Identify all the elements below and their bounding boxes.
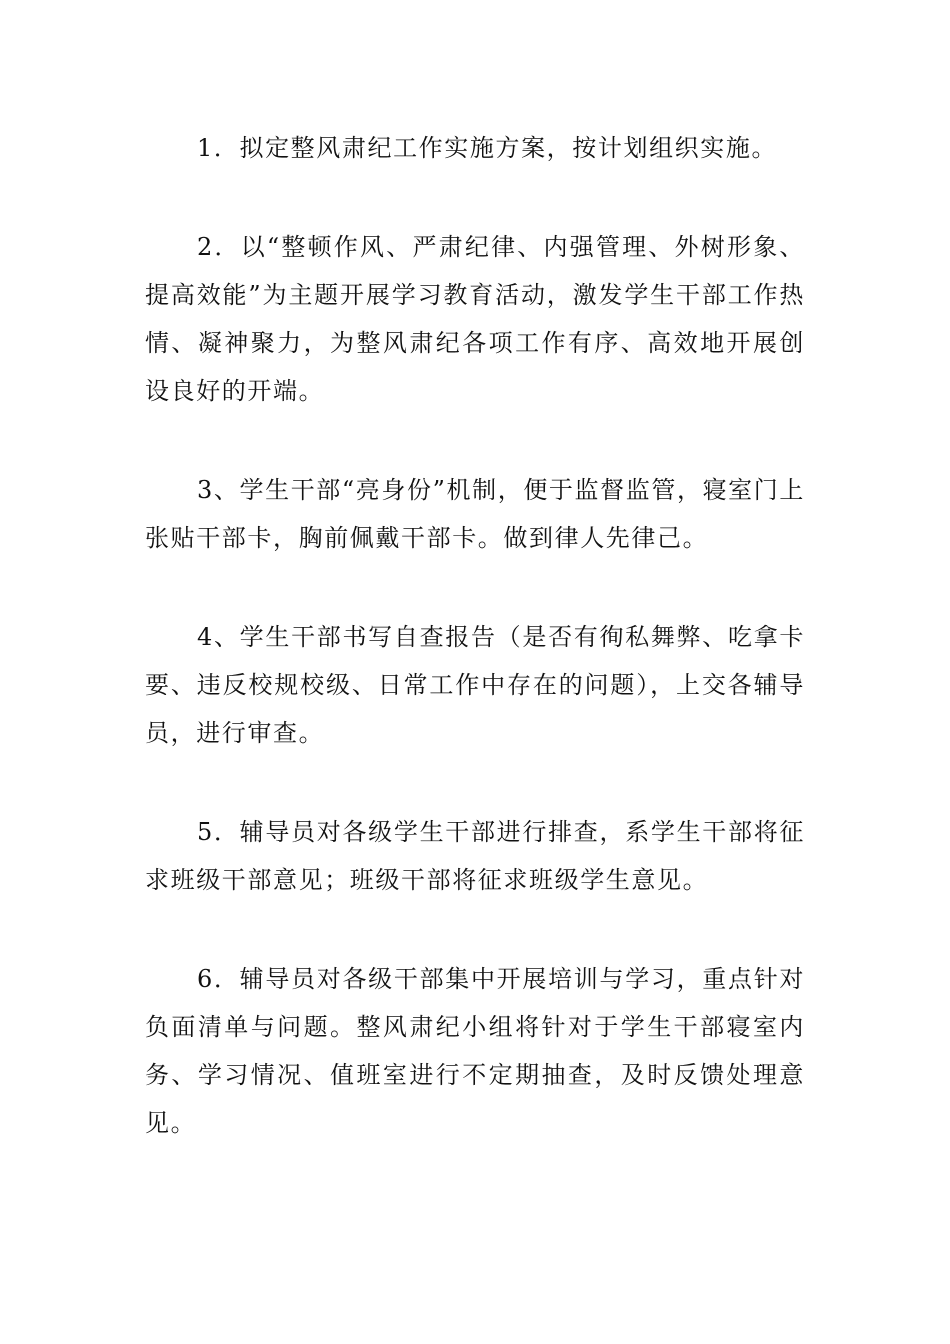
document-body: [145, 124, 805, 1198]
paragraph-2: 2．以“整顿作风、严肃纪律、内强管理、外树形象、提高效能”为主题开展学习教育活动，激发学生干部工作热情、凝神聚力，为整风肃纪各项工作有序、高效地开展创设良好的开端。: [145, 233, 805, 405]
paragraph-6: 6．辅导员对各级干部集中开展培训与学习，重点针对负面清单与问题。整风肃纪小组将针对于学生干部寝室内务、学习情况、值班室进行不定期抽查，及时反馈处理意见。: [145, 965, 805, 1137]
paragraph-1: 1．拟定整风肃纪工作实施方案，按计划组织实施。: [197, 134, 778, 162]
paragraph-3: 3、学生干部“亮身份”机制，便于监督监管，寝室门上张贴干部卡，胸前佩戴干部卡。做到律人先律己。: [145, 476, 805, 552]
paragraph-5: 5．辅导员对各级学生干部进行排查，系学生干部将征求班级干部意见；班级干部将征求班级学生意见。: [145, 818, 805, 894]
paragraph-4: 4、学生干部书写自查报告（是否有徇私舞弊、吃拿卡要、违反校规校级、日常工作中存在的问题），上交各辅导员，进行审查。: [145, 623, 805, 747]
